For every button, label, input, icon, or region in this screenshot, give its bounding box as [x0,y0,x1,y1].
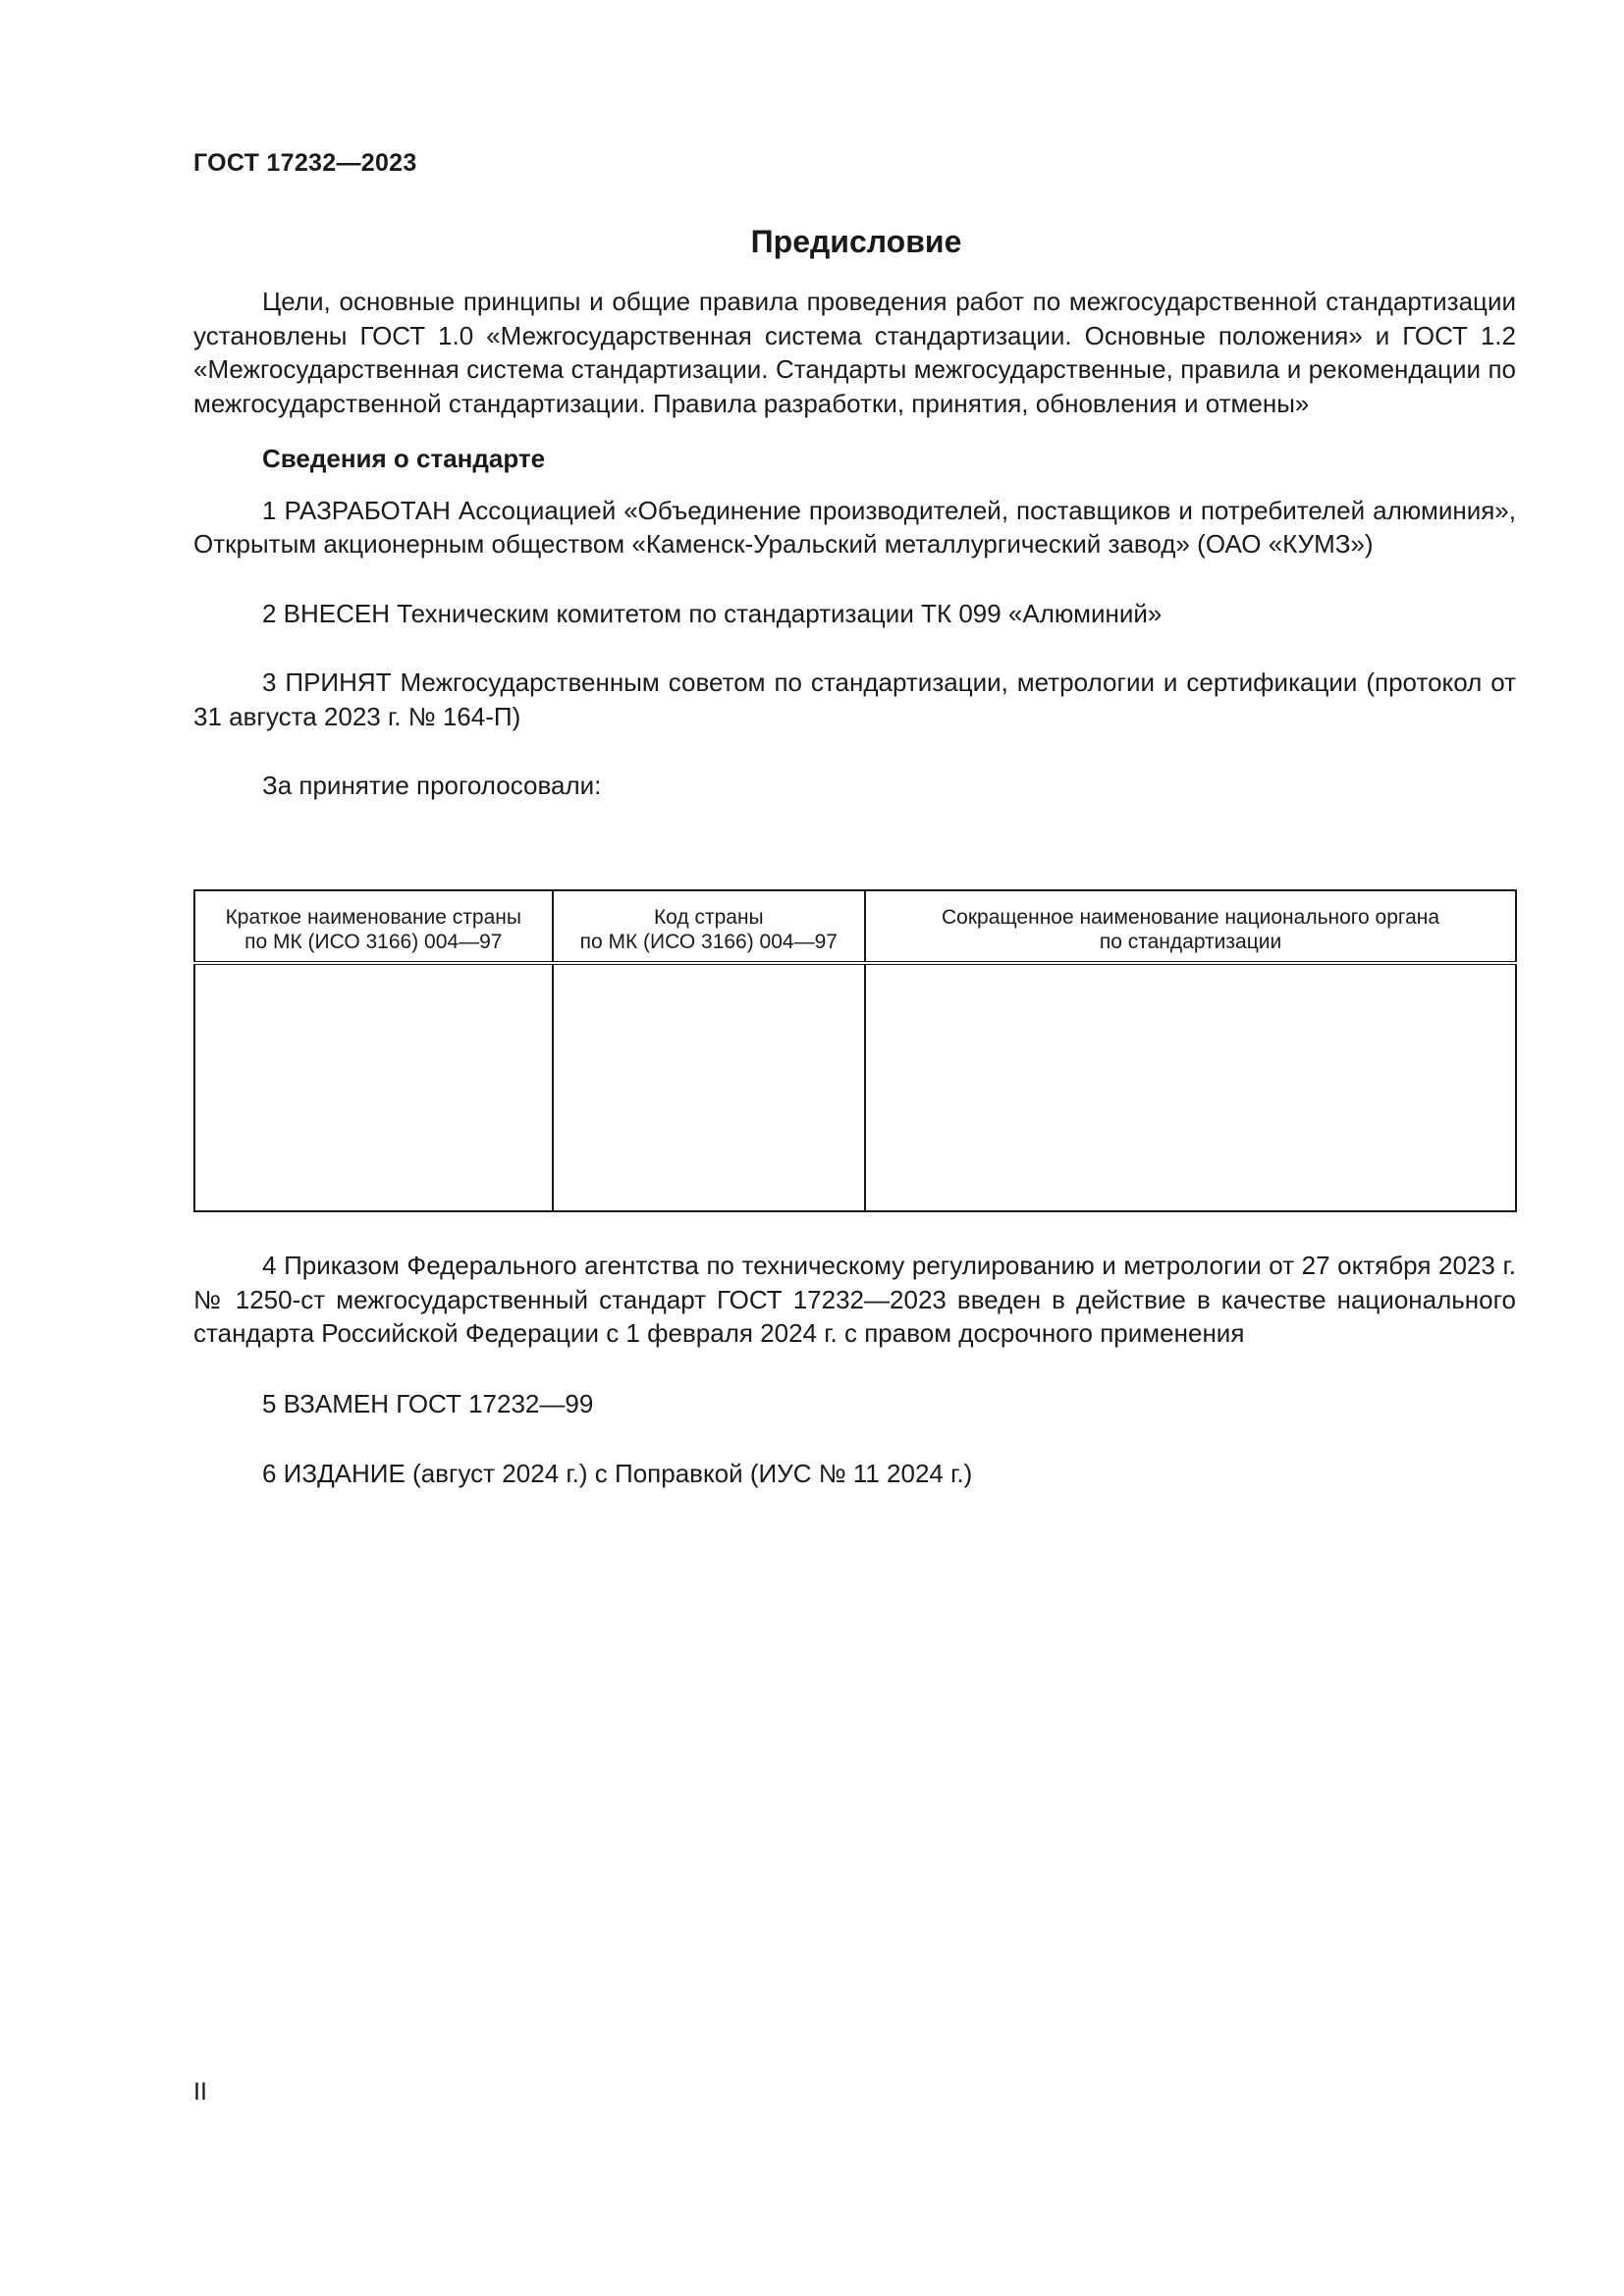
item-edition: 6 ИЗДАНИЕ (август 2024 г.) с Поправкой (ИУС № 11 2024 г.) [262,1459,973,1488]
header-national-body-line1: Сокращенное наименование национального органа [942,906,1440,929]
table-header-row [194,890,1516,963]
standard-info-heading: Сведения о стандарте [262,444,546,473]
item-developed: 1 РАЗРАБОТАН Ассоциацией «Объединение производителей, поставщиков и потребителей алюминия», Открытым акционерным обществом «Каменск-Уральский металлургический завод» (ОАО «КУМЗ») [193,495,1516,559]
header-country-name-line2: по МК (ИСО 3166) 004—97 [244,931,503,953]
header-national-body [865,890,1516,963]
page-number: II [193,2078,207,2106]
page-title: Предисловие [750,224,962,259]
voted-label: За принятие проголосовали: [262,771,602,800]
header-country-code-line2: по МК (ИСО 3166) 004—97 [579,931,838,953]
item-introduced: 2 ВНЕСЕН Техническим комитетом по стандартизации ТК 099 «Алюминий» [262,598,1163,628]
header-country-code-line1: Код страны [653,906,764,929]
table-row [194,963,1516,1211]
foreword-body [193,285,1516,803]
table-cell-country-name [194,963,553,1211]
header-country-name [194,890,553,963]
item-order: 4 Приказом Федерального агентства по техническому регулированию и метрологии от 27 октября 2023 г. № 1250-ст межгосударственный стандарт ГОСТ 17232—2023 введен в действие в качестве национального стандарта Российской Федерации с 1 февраля 2024 г. с правом досрочного применения [193,1251,1516,1348]
voting-countries-table [193,889,1517,1212]
header-country-code [553,890,866,963]
table-cell-national-body [865,963,1516,1211]
table-cell-country-code [553,963,866,1211]
item-adopted: 3 ПРИНЯТ Межгосударственным советом по стандартизации, метрологии и сертификации (протокол от 31 августа 2023 г. № 164-П) [193,667,1516,731]
header-national-body-line2: по стандартизации [1099,931,1282,953]
item-replaces: 5 ВЗАМЕН ГОСТ 17232—99 [262,1388,594,1418]
header-country-name-line1: Краткое наименование страны [225,906,521,929]
foreword-body-continued [193,1249,1516,1491]
intro-paragraph: Цели, основные принципы и общие правила проведения работ по межгосударственной стандартизации установлены ГОСТ 1.0 «Межгосударственная система стандартизации. Основные положения» и ГОСТ 1.2 «Межгосударственная система стандартизации. Стандарты межгосударственные, правила и рекомендации по межгосударственной стандартизации. Правила разработки, принятия, обновления и отмены» [193,287,1516,418]
document-code-header: ГОСТ 17232—2023 [193,149,417,177]
